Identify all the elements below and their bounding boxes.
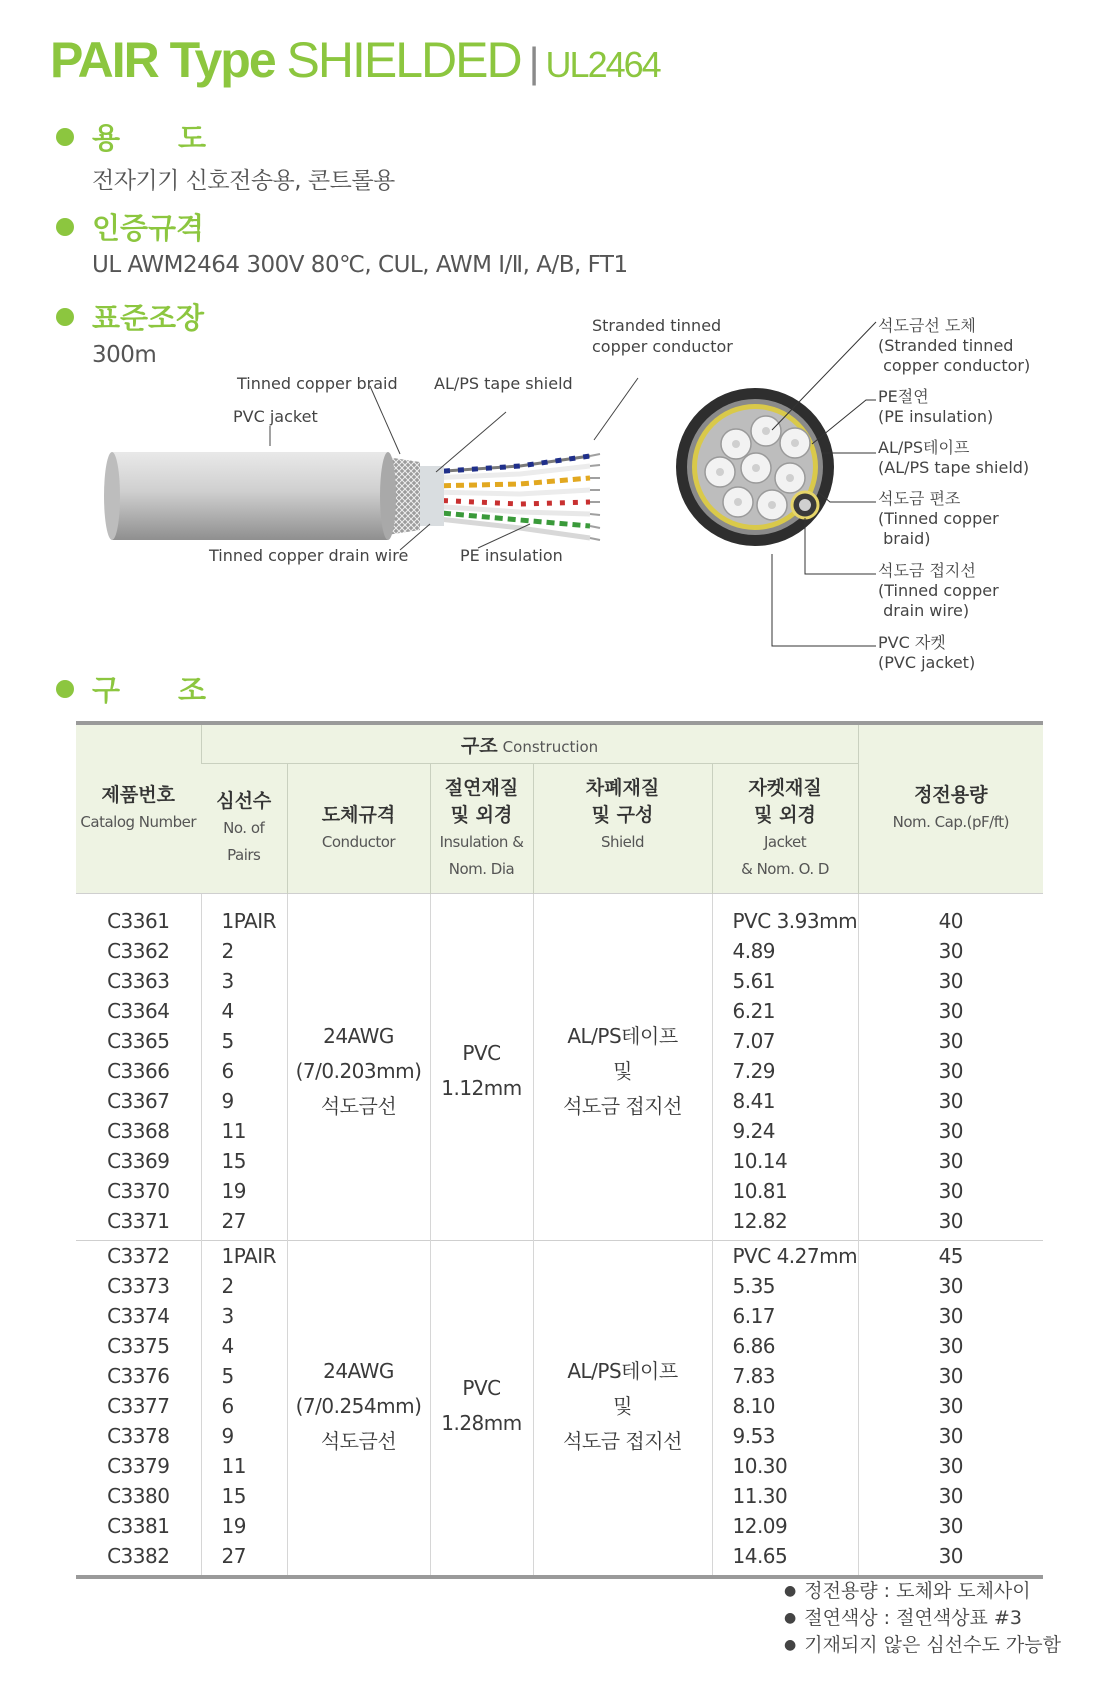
table-cell: 5.61 — [732, 969, 776, 993]
table-cell: 30 — [938, 1484, 964, 1508]
table-cell: C3362 — [107, 939, 170, 963]
table-cell: 40 — [938, 909, 964, 933]
table-cell: 8.10 — [732, 1394, 776, 1418]
table-cell: 30 — [938, 1424, 964, 1448]
table-cell: 11 — [221, 1119, 246, 1143]
table-cell: 4 — [221, 999, 234, 1023]
header-conductor: 도체규격 Conductor — [287, 764, 430, 894]
cell-line: 24AWG — [323, 1358, 394, 1383]
cell-line: 24AWG — [323, 1023, 394, 1048]
table-cell: 30 — [938, 939, 964, 963]
table-cell: 27 — [221, 1209, 246, 1233]
bullet-icon: ● — [784, 1610, 797, 1626]
spec-table — [76, 721, 1043, 1579]
jacket-column — [712, 1241, 858, 1578]
table-cell: 30 — [938, 1089, 964, 1113]
table-cell: C3365 — [107, 1029, 170, 1053]
table-cell: 30 — [938, 1059, 964, 1083]
header-pairs: 심선수 No. of Pairs — [201, 764, 287, 894]
table-cell: 7.07 — [732, 1029, 776, 1053]
label-stranded-2: copper conductor — [592, 337, 733, 356]
table-cell: PVC 3.93mm — [732, 909, 858, 933]
header-jacket: 자켓재질 및 외경 Jacket & Nom. O. D — [712, 764, 858, 894]
table-cell: PVC 4.27mm — [732, 1244, 858, 1268]
table-cell: 2 — [221, 939, 234, 963]
table-cell: C3375 — [107, 1334, 170, 1358]
table-cell: 30 — [938, 969, 964, 993]
table-cell: 5 — [221, 1029, 234, 1053]
table-cell: C3361 — [107, 909, 170, 933]
cell-line: 석도금선 — [320, 1428, 397, 1453]
construction-heading: 구 조 — [92, 673, 207, 707]
table-cell: 30 — [938, 1334, 964, 1358]
insulation-cell — [430, 894, 533, 1241]
table-cell: 9.53 — [732, 1424, 776, 1448]
table-cell: 11 — [221, 1454, 246, 1478]
table-cell: 3 — [221, 1304, 234, 1328]
table-cell: 15 — [221, 1149, 246, 1173]
label-alps-tape: AL/PS tape shield — [434, 374, 573, 393]
insulation-cell — [430, 1241, 533, 1578]
cell-line: AL/PS테이프 — [567, 1023, 678, 1048]
table-cell: C3374 — [107, 1304, 170, 1328]
table-cell: 12.09 — [732, 1514, 788, 1538]
table-cell: 15 — [221, 1484, 246, 1508]
table-cell: 30 — [938, 1119, 964, 1143]
table-cell: 1PAIR — [221, 909, 276, 933]
table-cell: C3363 — [107, 969, 170, 993]
table-cell: 8.41 — [732, 1089, 776, 1113]
table-cell: 4 — [221, 1334, 234, 1358]
table-cell: 27 — [221, 1544, 246, 1568]
table-cell: 45 — [938, 1244, 964, 1268]
title-separator: | — [528, 39, 538, 86]
table-cell: 7.29 — [732, 1059, 776, 1083]
table-cell: 6.86 — [732, 1334, 776, 1358]
table-cell: 4.89 — [732, 939, 776, 963]
table-cell: 30 — [938, 1029, 964, 1053]
cell-line: 및 — [613, 1058, 632, 1083]
table-cell: 9 — [221, 1424, 234, 1448]
note-item: ● 절연색상 : 절연색상표 #3 — [784, 1607, 1022, 1629]
cell-line: PVC — [462, 1376, 501, 1400]
table-cell: C3381 — [107, 1514, 170, 1538]
cell-line: 1.12mm — [441, 1076, 522, 1100]
table-cell: C3378 — [107, 1424, 170, 1448]
cs-label-drain: 석도금 접지선 (Tinned copper drain wire) — [878, 561, 999, 620]
bullet-icon — [56, 680, 74, 698]
header-shield: 차폐재질 및 구성 Shield — [533, 764, 712, 894]
table-cell: 30 — [938, 1454, 964, 1478]
table-cell: 30 — [938, 1394, 964, 1418]
table-cell: C3364 — [107, 999, 170, 1023]
pairs-column — [201, 894, 287, 1241]
shield-cell — [533, 894, 712, 1241]
bullet-icon: ● — [784, 1583, 797, 1599]
table-cell: 14.65 — [732, 1544, 788, 1568]
table-cell: 30 — [938, 1364, 964, 1388]
notes — [784, 1578, 1061, 1659]
title-pair-type: PAIR Type — [50, 32, 275, 88]
capacitance-column — [858, 894, 1043, 1241]
table-cell: C3379 — [107, 1454, 170, 1478]
conductor-cell — [287, 1241, 430, 1578]
table-cell: C3370 — [107, 1179, 170, 1203]
table-cell: C3382 — [107, 1544, 170, 1568]
cell-line: 및 — [613, 1393, 632, 1418]
table-group — [76, 1241, 1043, 1578]
usage-text: 전자기기 신호전송용, 콘트롤용 — [92, 168, 395, 194]
table-cell: 1PAIR — [221, 1244, 276, 1268]
table-cell: 30 — [938, 1514, 964, 1538]
conductor-cell — [287, 894, 430, 1241]
title-shielded: SHIELDED — [286, 32, 521, 88]
table-cell: 19 — [221, 1179, 246, 1203]
certification-heading: 인증규격 — [92, 211, 205, 245]
shield-cell — [533, 1241, 712, 1578]
cs-label-jacket: PVC 자켓 (PVC jacket) — [878, 633, 976, 672]
table-cell: 6 — [221, 1059, 234, 1083]
cell-line: 석도금선 — [320, 1093, 397, 1118]
label-pe-insulation: PE insulation — [460, 546, 563, 565]
cell-line: 석도금 접지선 — [563, 1093, 682, 1118]
cell-line: PVC — [462, 1041, 501, 1065]
catalog-column — [76, 894, 201, 1241]
table-cell: C3369 — [107, 1149, 170, 1173]
cs-label-braid: 석도금 편조 (Tinned copper braid) — [878, 489, 999, 548]
jacket-column — [712, 894, 858, 1241]
table-cell: C3366 — [107, 1059, 170, 1083]
table-cell: 10.14 — [732, 1149, 788, 1173]
catalog-column — [76, 1241, 201, 1578]
table-cell: 30 — [938, 1274, 964, 1298]
table-cell: 6.17 — [732, 1304, 776, 1328]
table-cell: C3376 — [107, 1364, 170, 1388]
note-item: ● 기재되지 않은 심선수도 가능함 — [784, 1634, 1061, 1656]
usage-heading: 용 도 — [92, 121, 207, 155]
bullet-icon: ● — [784, 1637, 797, 1653]
cs-label-tape: AL/PS테이프 (AL/PS tape shield) — [878, 438, 1030, 477]
cell-line: (7/0.203mm) — [295, 1058, 422, 1083]
table-cell: 10.30 — [732, 1454, 788, 1478]
header-catalog: 제품번호 Catalog Number — [76, 723, 201, 894]
label-pvc-jacket: PVC jacket — [233, 407, 318, 426]
table-cell: C3368 — [107, 1119, 170, 1143]
table-cell: 5 — [221, 1364, 234, 1388]
table-cell: 3 — [221, 969, 234, 993]
cell-line: AL/PS테이프 — [567, 1358, 678, 1383]
table-cell: 7.83 — [732, 1364, 776, 1388]
certification-text: UL AWM2464 300V 80℃, CUL, AWM Ⅰ/Ⅱ, A/B, FT1 — [92, 252, 628, 278]
title-standard: UL2464 — [545, 44, 660, 85]
table-cell: 30 — [938, 1209, 964, 1233]
table-cell: 9 — [221, 1089, 234, 1113]
table-cell: 12.82 — [732, 1209, 788, 1233]
table-cell: 30 — [938, 1304, 964, 1328]
length-text: 300m — [92, 342, 157, 368]
cs-label-pe: PE절연 (PE insulation) — [878, 387, 994, 426]
label-stranded-1: Stranded tinned — [592, 316, 722, 335]
table-cell: C3371 — [107, 1209, 170, 1233]
table-cell: 30 — [938, 1179, 964, 1203]
table-cell: 9.24 — [732, 1119, 776, 1143]
table-cell: 30 — [938, 999, 964, 1023]
capacitance-column — [858, 1241, 1043, 1578]
table-cell: 6 — [221, 1394, 234, 1418]
header-insulation: 절연재질 및 외경 Insulation & Nom. Dia — [430, 764, 533, 894]
table-cell: C3377 — [107, 1394, 170, 1418]
table-cell: C3380 — [107, 1484, 170, 1508]
cell-line: 1.28mm — [441, 1411, 522, 1435]
table-cell: 30 — [938, 1544, 964, 1568]
table-cell: 30 — [938, 1149, 964, 1173]
label-tinned-braid: Tinned copper braid — [237, 374, 398, 393]
label-drain-wire: Tinned copper drain wire — [209, 546, 409, 565]
header-construction: 구조 Construction — [201, 723, 858, 764]
table-cell: 2 — [221, 1274, 234, 1298]
cell-line: (7/0.254mm) — [295, 1393, 422, 1418]
header-capacitance: 정전용량 Nom. Cap.(pF/ft) — [858, 723, 1043, 894]
table-cell: 10.81 — [732, 1179, 788, 1203]
table-cell: 19 — [221, 1514, 246, 1538]
table-cell: C3373 — [107, 1274, 170, 1298]
cs-label-conductor: 석도금선 도체 (Stranded tinned copper conductor) — [878, 316, 1031, 375]
note-item: ● 정전용량 : 도체와 도체사이 — [784, 1580, 1031, 1602]
table-cell: C3367 — [107, 1089, 170, 1113]
length-heading: 표준조장 — [92, 301, 205, 335]
cell-line: 석도금 접지선 — [563, 1428, 682, 1453]
pairs-column — [201, 1241, 287, 1578]
table-cell: 5.35 — [732, 1274, 776, 1298]
table-cell: C3372 — [107, 1244, 170, 1268]
table-group — [76, 894, 1043, 1241]
table-cell: 6.21 — [732, 999, 776, 1023]
table-cell: 11.30 — [732, 1484, 788, 1508]
